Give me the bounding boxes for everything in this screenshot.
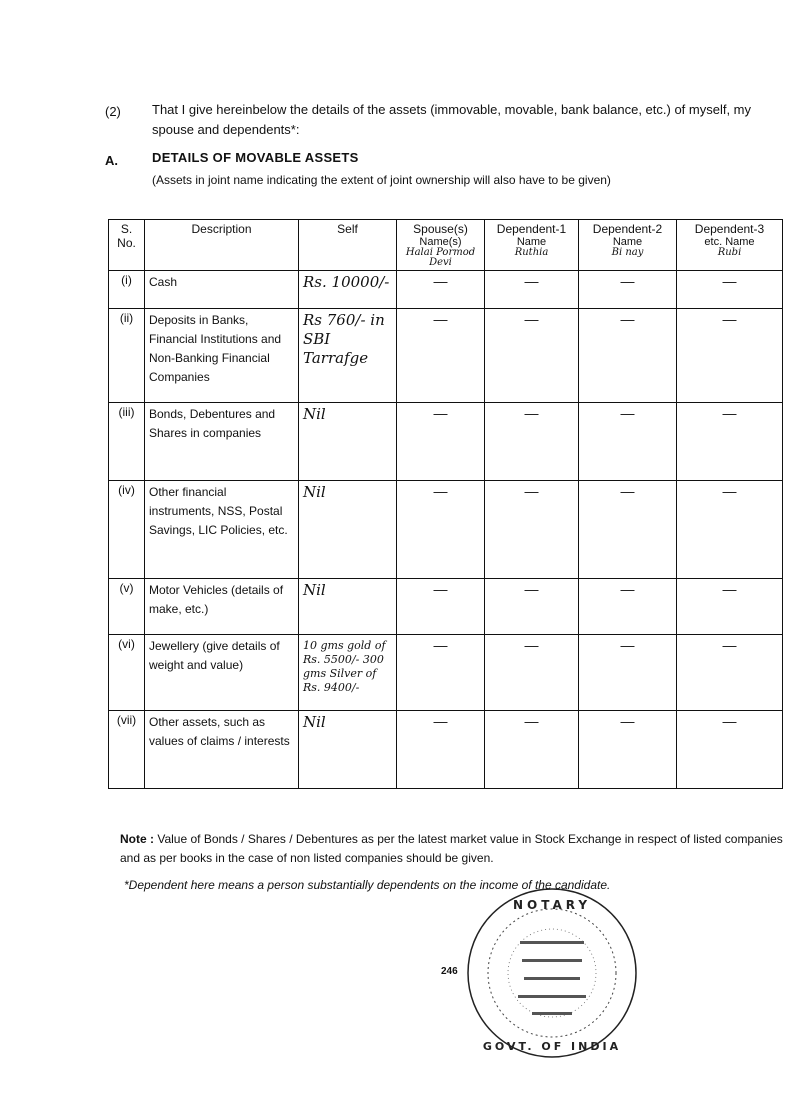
intro-number: (2): [105, 104, 121, 119]
row-dep1-value: —: [485, 309, 579, 403]
row-spouse-value: —: [397, 309, 485, 403]
row-self-value: Nil: [299, 579, 397, 635]
row-description: Other assets, such as values of claims / interests: [145, 711, 299, 789]
row-self-value: Nil: [299, 481, 397, 579]
svg-text:GOVT. OF INDIA: GOVT. OF INDIA: [482, 1040, 622, 1053]
row-dep3-value: —: [677, 635, 783, 711]
header-dep1-label: Dependent-1: [496, 222, 567, 236]
stamp-number: 246: [441, 966, 458, 977]
row-dep1-value: —: [485, 579, 579, 635]
row-dep3-value: —: [677, 579, 783, 635]
row-self-value: Nil: [299, 403, 397, 481]
table-row: [109, 579, 783, 635]
table-row: [109, 403, 783, 481]
row-description: Jewellery (give details of weight and value): [145, 635, 299, 711]
row-self-value: 10 gms gold of Rs. 5500/- 300 gms Silver of Rs. 9400/-: [299, 635, 397, 711]
note: [120, 830, 788, 868]
row-sno: (v): [109, 579, 145, 635]
table-row: [109, 711, 783, 789]
row-self-value: Rs. 10000/-: [299, 271, 397, 309]
row-spouse-value: —: [397, 635, 485, 711]
row-dep2-value: —: [579, 309, 677, 403]
notary-seal-icon: [462, 885, 642, 1060]
header-sno: S. No.: [109, 220, 145, 271]
table-row: [109, 635, 783, 711]
row-dep2-value: —: [579, 579, 677, 635]
header-spouse-name-label: Name(s): [419, 236, 462, 248]
row-description: Bonds, Debentures and Shares in companies: [145, 403, 299, 481]
header-spouse: [397, 220, 485, 271]
header-dep3-name-written: Rubi: [717, 247, 742, 258]
row-spouse-value: —: [397, 579, 485, 635]
row-spouse-value: —: [397, 271, 485, 309]
section-subtitle: (Assets in joint name indicating the extent of joint ownership will also have to be given): [152, 173, 611, 187]
row-dep1-value: —: [485, 635, 579, 711]
row-sno: (iv): [109, 481, 145, 579]
row-dep2-value: —: [579, 481, 677, 579]
header-dep2: [579, 220, 677, 271]
row-sno: (ii): [109, 309, 145, 403]
header-dep2-name-label: Name: [612, 236, 643, 248]
note-text: Value of Bonds / Shares / Debentures as per the latest market value in Stock Exchange in respect of listed companies and as per books in the case of non listed companies should be given.: [120, 832, 783, 865]
header-dep3: [677, 220, 783, 271]
header-dep1-name-written: Ruthia: [514, 247, 549, 258]
row-sno: (vi): [109, 635, 145, 711]
header-dep1: [485, 220, 579, 271]
row-sno: (vii): [109, 711, 145, 789]
header-dep3-name-label: etc. Name: [704, 236, 755, 248]
svg-text:NOTARY: NOTARY: [512, 898, 592, 912]
note-label: Note :: [120, 832, 154, 846]
row-dep1-value: —: [485, 271, 579, 309]
row-dep1-value: —: [485, 403, 579, 481]
section-letter: A.: [105, 153, 118, 168]
table-row: [109, 481, 783, 579]
row-self-value: Nil: [299, 711, 397, 789]
movable-assets-table: [108, 219, 783, 789]
row-dep3-value: —: [677, 403, 783, 481]
row-spouse-value: —: [397, 481, 485, 579]
header-spouse-label: Spouse(s): [413, 222, 468, 236]
header-self: Self: [299, 220, 397, 271]
table-header-row: [109, 220, 783, 271]
row-dep3-value: —: [677, 271, 783, 309]
row-description: Motor Vehicles (details of make, etc.): [145, 579, 299, 635]
row-description: Other financial instruments, NSS, Postal Savings, LIC Policies, etc.: [145, 481, 299, 579]
row-dep1-value: —: [485, 711, 579, 789]
row-dep3-value: —: [677, 711, 783, 789]
row-description: Deposits in Banks, Financial Institutions and Non-Banking Financial Companies: [145, 309, 299, 403]
intro-text: That I give hereinbelow the details of the assets (immovable, movable, bank balance, etc.) of myself, my spouse and dependents*:: [152, 102, 752, 137]
header-description: Description: [145, 220, 299, 271]
row-spouse-value: —: [397, 711, 485, 789]
header-dep2-name-written: Bi nay: [611, 247, 644, 258]
section-title: DETAILS OF MOVABLE ASSETS: [152, 150, 359, 165]
row-dep3-value: —: [677, 309, 783, 403]
row-description: Cash: [145, 271, 299, 309]
table-row: [109, 271, 783, 309]
table-row: [109, 309, 783, 403]
header-spouse-name-written: Halai Pormod Devi: [405, 247, 476, 268]
row-dep3-value: —: [677, 481, 783, 579]
header-dep1-name-label: Name: [516, 236, 547, 248]
row-dep2-value: —: [579, 271, 677, 309]
row-spouse-value: —: [397, 403, 485, 481]
row-dep1-value: —: [485, 481, 579, 579]
header-dep3-label: Dependent-3: [694, 222, 765, 236]
row-self-value: Rs 760/- in SBI Tarrafge: [299, 309, 397, 403]
header-dep2-label: Dependent-2: [592, 222, 663, 236]
footnote: *Dependent here means a person substantially dependents on the income of the candidate.: [124, 878, 611, 892]
row-sno: (iii): [109, 403, 145, 481]
row-dep2-value: —: [579, 711, 677, 789]
row-sno: (i): [109, 271, 145, 309]
row-dep2-value: —: [579, 403, 677, 481]
row-dep2-value: —: [579, 635, 677, 711]
